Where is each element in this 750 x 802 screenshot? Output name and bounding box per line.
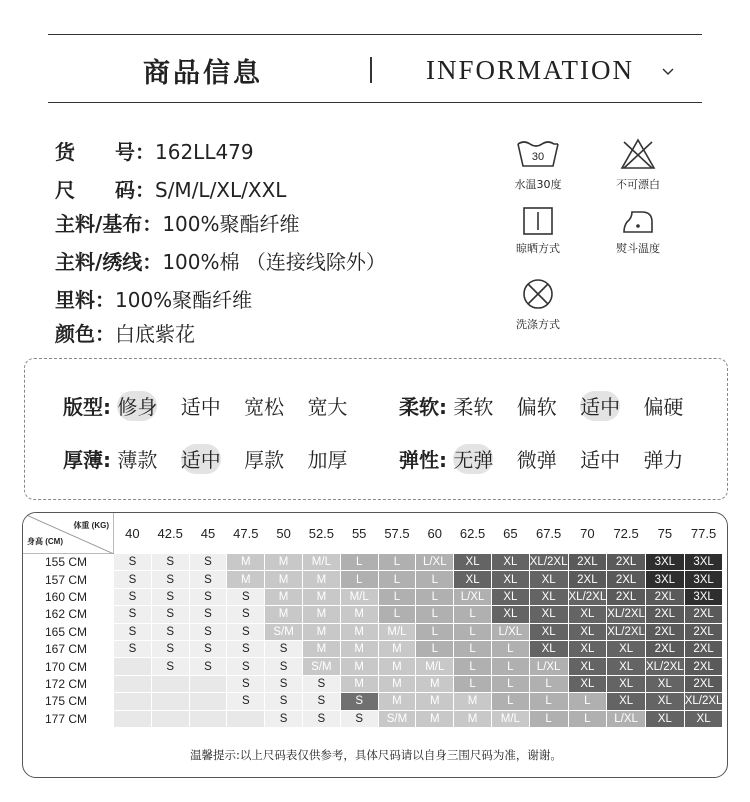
size-cell: S xyxy=(227,658,265,675)
table-row xyxy=(24,554,723,571)
fit-option: 适中 xyxy=(580,391,620,420)
size-cell: XL xyxy=(529,640,568,657)
no-bleach-icon xyxy=(614,136,662,172)
size-cell xyxy=(114,693,152,710)
size-cell: L xyxy=(340,554,378,571)
size-cell: S xyxy=(189,588,227,605)
size-cell: L/XL xyxy=(529,658,568,675)
weight-header: 47.5 xyxy=(227,514,265,554)
size-cell: M/L xyxy=(491,710,529,727)
size-cell: S xyxy=(265,693,303,710)
weight-header: 70 xyxy=(568,514,607,554)
size-cell: M xyxy=(265,571,303,588)
size-cell: L xyxy=(378,588,416,605)
iron-temp-icon xyxy=(614,204,662,236)
size-cell: XL/2XL xyxy=(529,554,568,571)
size-cell: L xyxy=(378,554,416,571)
care-label: 洗涤方式 xyxy=(516,318,560,331)
info-value: S/M/L/XL/XXL xyxy=(155,178,287,202)
size-cell: XL xyxy=(491,554,529,571)
size-cell: L xyxy=(568,693,607,710)
weight-header: 57.5 xyxy=(378,514,416,554)
height-cell: 177 CM xyxy=(24,710,114,727)
size-cell: XL xyxy=(645,693,684,710)
size-cell: XL xyxy=(568,658,607,675)
info-value: 100%聚酯纤维 xyxy=(115,288,253,312)
size-cell: S/M xyxy=(302,658,340,675)
item-number-row xyxy=(55,136,254,165)
fit-option: 厚款 xyxy=(244,448,285,472)
size-cell: M xyxy=(340,606,378,623)
size-cell: M xyxy=(265,588,303,605)
care-wash-method xyxy=(503,276,573,332)
svg-text:30: 30 xyxy=(531,151,545,163)
table-row xyxy=(24,693,723,710)
size-cell: M xyxy=(265,554,303,571)
height-cell: 157 CM xyxy=(24,571,114,588)
fit-softness xyxy=(399,391,700,420)
size-cell: 2XL xyxy=(568,554,607,571)
size-cell: S xyxy=(265,640,303,657)
size-cell: 2XL xyxy=(568,571,607,588)
weight-header: 65 xyxy=(491,514,529,554)
size-cell: L xyxy=(529,693,568,710)
size-cell xyxy=(114,675,152,692)
size-cell: S xyxy=(302,675,340,692)
size-cell: S xyxy=(189,606,227,623)
wash-method-icon xyxy=(514,276,562,312)
embroidery-row xyxy=(55,246,386,275)
size-cell: XL xyxy=(454,554,492,571)
size-cell: M xyxy=(454,710,492,727)
size-cell: S xyxy=(114,588,152,605)
size-cell: L/XL xyxy=(454,588,492,605)
table-row xyxy=(24,588,723,605)
info-label: 颜色： xyxy=(55,322,115,346)
height-axis-label: 身高 (CM) xyxy=(27,537,63,546)
size-cell: XL xyxy=(568,640,607,657)
info-label: 主料/基布： xyxy=(55,212,163,236)
size-cell: S xyxy=(340,693,378,710)
size-cell: M xyxy=(302,571,340,588)
size-cell: XL xyxy=(568,623,607,640)
title-cn: 商品信息 xyxy=(143,58,263,89)
care-label: 水温30度 xyxy=(514,178,562,191)
size-cell: S xyxy=(227,606,265,623)
weight-axis-label: 体重 (KG) xyxy=(73,521,109,530)
size-cell: XL xyxy=(529,606,568,623)
weight-header: 52.5 xyxy=(302,514,340,554)
size-cell: XL xyxy=(607,675,646,692)
size-cell: M xyxy=(378,658,416,675)
info-value: 100%棉 （连接线除外） xyxy=(162,250,386,274)
size-cell: S xyxy=(340,710,378,727)
size-cell: L xyxy=(340,571,378,588)
size-cell: 2XL xyxy=(684,623,723,640)
info-label: 主料/绣线： xyxy=(55,250,163,274)
size-cell: 3XL xyxy=(645,571,684,588)
size-cell: S xyxy=(114,640,152,657)
fit-option: 适中 xyxy=(181,444,221,473)
size-cell: XL xyxy=(491,571,529,588)
size-cell: S xyxy=(114,606,152,623)
size-cell: S xyxy=(227,675,265,692)
table-row xyxy=(24,571,723,588)
table-row xyxy=(24,658,723,675)
size-cell: S xyxy=(265,675,303,692)
care-wash-30 xyxy=(503,136,573,192)
size-cell: XL xyxy=(491,606,529,623)
size-cell: 2XL xyxy=(684,675,723,692)
info-label: 货 号： xyxy=(55,140,155,164)
size-cell: S xyxy=(227,693,265,710)
size-cell: XL xyxy=(529,571,568,588)
size-cell: XL xyxy=(529,623,568,640)
size-cell: S xyxy=(227,640,265,657)
size-cell: 3XL xyxy=(684,571,723,588)
size-cell: S xyxy=(302,710,340,727)
size-cell: XL xyxy=(529,588,568,605)
size-cell: S xyxy=(151,571,189,588)
size-cell: XL/2XL xyxy=(684,693,723,710)
fit-option: 偏硬 xyxy=(643,395,684,419)
size-cell: S/M xyxy=(265,623,303,640)
size-cell: M xyxy=(302,623,340,640)
fit-option: 宽松 xyxy=(244,395,285,419)
size-chart-body xyxy=(24,554,723,728)
softness-label: 柔软: xyxy=(399,395,447,419)
weight-header: 55 xyxy=(340,514,378,554)
info-value: 162LL479 xyxy=(155,140,254,164)
size-cell: L xyxy=(491,658,529,675)
size-cell: S xyxy=(265,658,303,675)
size-cell: S xyxy=(114,554,152,571)
size-cell: 2XL xyxy=(607,588,646,605)
size-cell: M xyxy=(416,675,454,692)
size-cell: L xyxy=(568,710,607,727)
size-cell: 2XL xyxy=(645,588,684,605)
size-cell: M/L xyxy=(416,658,454,675)
weight-header: 42.5 xyxy=(151,514,189,554)
size-cell: L xyxy=(378,571,416,588)
size-cell: L xyxy=(491,693,529,710)
size-cell: L xyxy=(454,658,492,675)
size-cell: S xyxy=(227,588,265,605)
size-cell: XL xyxy=(645,675,684,692)
height-cell: 170 CM xyxy=(24,658,114,675)
size-cell: 2XL xyxy=(684,640,723,657)
fit-option: 微弹 xyxy=(516,448,557,472)
weight-header: 40 xyxy=(114,514,152,554)
size-cell: M xyxy=(340,658,378,675)
size-cell xyxy=(189,693,227,710)
fit-style-label: 版型: xyxy=(63,395,111,419)
fit-option: 适中 xyxy=(580,448,621,472)
height-cell: 162 CM xyxy=(24,606,114,623)
size-cell: L xyxy=(416,640,454,657)
size-cell: M xyxy=(378,675,416,692)
size-cell: XL/2XL xyxy=(607,606,646,623)
size-cell: 2XL xyxy=(645,606,684,623)
size-cell: S xyxy=(189,640,227,657)
size-cell: S xyxy=(151,588,189,605)
info-label: 尺 码： xyxy=(55,178,155,202)
fit-option: 适中 xyxy=(180,395,221,419)
size-chart-corner xyxy=(24,514,114,554)
size-cell: S xyxy=(151,606,189,623)
size-cell xyxy=(151,675,189,692)
size-cell: M xyxy=(340,640,378,657)
fit-style xyxy=(63,391,364,420)
size-cell: M xyxy=(454,693,492,710)
size-cell: M xyxy=(265,606,303,623)
size-cell: L xyxy=(416,623,454,640)
size-cell: M xyxy=(416,710,454,727)
fit-attributes-box xyxy=(24,358,728,500)
care-dry-method xyxy=(503,204,573,256)
title-en: INFORMATION xyxy=(426,55,635,85)
care-label: 熨斗温度 xyxy=(616,242,660,255)
size-cell: S xyxy=(189,554,227,571)
size-cell: XL/2XL xyxy=(607,623,646,640)
size-cell: L/XL xyxy=(416,554,454,571)
lining-row xyxy=(55,284,252,313)
size-cell: M xyxy=(416,693,454,710)
size-cell: 2XL xyxy=(607,571,646,588)
weight-header: 75 xyxy=(645,514,684,554)
wash-30-icon xyxy=(514,136,562,172)
size-cell: XL xyxy=(568,606,607,623)
size-cell: M/L xyxy=(302,554,340,571)
size-cell: M xyxy=(302,588,340,605)
care-label: 晾晒方式 xyxy=(516,242,560,255)
size-cell: S xyxy=(151,658,189,675)
size-cell: S xyxy=(189,571,227,588)
size-cell: XL xyxy=(454,571,492,588)
weight-header: 62.5 xyxy=(454,514,492,554)
care-label: 不可漂白 xyxy=(616,178,660,191)
size-cell: M xyxy=(227,554,265,571)
fit-option: 偏软 xyxy=(516,395,557,419)
size-cell: M xyxy=(378,640,416,657)
fit-thickness xyxy=(63,444,364,473)
size-cell xyxy=(151,710,189,727)
chevron-down-icon xyxy=(660,63,676,79)
size-cell: M xyxy=(302,606,340,623)
size-cell: 2XL xyxy=(684,606,723,623)
size-cell: L/XL xyxy=(491,623,529,640)
size-cell: M/L xyxy=(378,623,416,640)
header-divider xyxy=(370,57,372,83)
fit-option: 柔软 xyxy=(453,395,494,419)
info-value: 白底紫花 xyxy=(115,322,195,346)
height-cell: 160 CM xyxy=(24,588,114,605)
size-cell: L xyxy=(454,623,492,640)
size-cell: L xyxy=(454,640,492,657)
size-cell xyxy=(227,710,265,727)
size-cell: L xyxy=(416,571,454,588)
size-row xyxy=(55,174,286,203)
fit-option: 无弹 xyxy=(453,444,493,473)
elasticity-label: 弹性: xyxy=(399,448,447,472)
size-cell: M xyxy=(340,675,378,692)
height-cell: 175 CM xyxy=(24,693,114,710)
size-cell: S xyxy=(151,554,189,571)
table-row xyxy=(24,606,723,623)
size-chart-table xyxy=(23,513,723,728)
size-chart-box xyxy=(22,512,728,778)
size-cell: 2XL xyxy=(645,623,684,640)
size-cell: L xyxy=(491,675,529,692)
size-cell: S xyxy=(151,640,189,657)
table-row xyxy=(24,710,723,727)
size-cell: XL xyxy=(607,693,646,710)
size-cell: S xyxy=(189,623,227,640)
table-row xyxy=(24,623,723,640)
size-cell: XL/2XL xyxy=(645,658,684,675)
size-cell: M xyxy=(340,623,378,640)
size-cell: 3XL xyxy=(645,554,684,571)
weight-header: 45 xyxy=(189,514,227,554)
height-cell: 155 CM xyxy=(24,554,114,571)
size-cell: XL xyxy=(645,710,684,727)
size-cell xyxy=(189,710,227,727)
size-cell: XL xyxy=(568,675,607,692)
size-cell: XL xyxy=(607,658,646,675)
size-cell xyxy=(151,693,189,710)
info-value: 100%聚酯纤维 xyxy=(162,212,300,236)
size-tip: 温馨提示:以上尺码表仅供参考，具体尺码请以自身三围尺码为准，谢谢。 xyxy=(190,748,562,762)
size-cell: 2XL xyxy=(645,640,684,657)
size-cell: M xyxy=(378,693,416,710)
size-cell: M xyxy=(227,571,265,588)
size-cell: L/XL xyxy=(607,710,646,727)
size-cell: L xyxy=(378,606,416,623)
care-no-bleach xyxy=(603,136,673,192)
size-cell xyxy=(114,710,152,727)
size-cell: S xyxy=(114,571,152,588)
size-cell: 2XL xyxy=(684,658,723,675)
size-cell: L xyxy=(529,675,568,692)
size-cell: XL xyxy=(491,588,529,605)
weight-header: 67.5 xyxy=(529,514,568,554)
fit-option: 加厚 xyxy=(307,448,348,472)
info-header xyxy=(48,34,702,103)
main-fabric-row xyxy=(55,208,300,237)
size-cell: S xyxy=(265,710,303,727)
fit-option: 修身 xyxy=(117,391,157,420)
height-cell: 172 CM xyxy=(24,675,114,692)
size-cell: L xyxy=(454,675,492,692)
size-cell: L xyxy=(416,588,454,605)
care-iron-temp xyxy=(603,204,673,256)
size-cell: M/L xyxy=(340,588,378,605)
fit-option: 弹力 xyxy=(643,448,684,472)
size-cell: L xyxy=(529,710,568,727)
height-cell: 165 CM xyxy=(24,623,114,640)
size-cell: M xyxy=(302,640,340,657)
size-cell xyxy=(189,675,227,692)
weight-header: 60 xyxy=(416,514,454,554)
color-row xyxy=(55,318,195,347)
fit-option: 宽大 xyxy=(307,395,348,419)
size-cell: 3XL xyxy=(684,588,723,605)
dry-method-icon xyxy=(514,204,562,236)
info-label: 里料： xyxy=(55,288,115,312)
fit-elasticity xyxy=(399,444,700,473)
size-cell: S xyxy=(189,658,227,675)
weight-header: 72.5 xyxy=(607,514,646,554)
height-cell: 167 CM xyxy=(24,640,114,657)
size-cell xyxy=(114,658,152,675)
size-cell: L xyxy=(416,606,454,623)
table-row xyxy=(24,640,723,657)
size-cell: S xyxy=(114,623,152,640)
size-cell: XL xyxy=(684,710,723,727)
size-cell: S/M xyxy=(378,710,416,727)
table-row xyxy=(24,675,723,692)
size-cell: S xyxy=(227,623,265,640)
size-cell: 2XL xyxy=(607,554,646,571)
size-chart-header-row xyxy=(24,514,723,554)
weight-header: 50 xyxy=(265,514,303,554)
fit-option: 薄款 xyxy=(117,448,158,472)
size-cell: S xyxy=(302,693,340,710)
size-cell: S xyxy=(151,623,189,640)
size-cell: XL/2XL xyxy=(568,588,607,605)
size-cell: XL xyxy=(607,640,646,657)
thickness-label: 厚薄: xyxy=(63,448,111,472)
size-cell: L xyxy=(491,640,529,657)
size-cell: L xyxy=(454,606,492,623)
weight-header: 77.5 xyxy=(684,514,723,554)
size-cell: 3XL xyxy=(684,554,723,571)
